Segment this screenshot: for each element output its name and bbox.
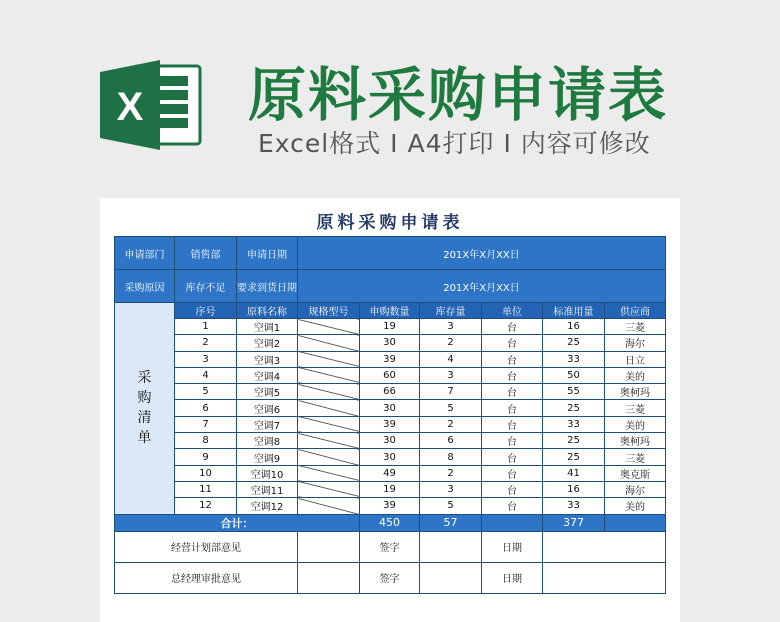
stock-qty: 7 — [420, 384, 482, 400]
item-row — [115, 335, 666, 351]
unit: 台 — [482, 449, 543, 465]
total-row — [115, 514, 666, 531]
request-qty: 60 — [360, 367, 420, 383]
sign-label: 签字 — [360, 531, 420, 562]
unit: 台 — [482, 465, 543, 481]
request-qty: 19 — [360, 319, 420, 335]
column-header: 标准用量 — [543, 303, 605, 319]
approval-row — [115, 562, 666, 593]
unit: 台 — [482, 335, 543, 351]
side-label — [115, 303, 175, 515]
sign-input[interactable] — [420, 562, 482, 593]
standard-usage: 16 — [543, 319, 605, 335]
item-name: 空调11 — [237, 481, 298, 497]
unit: 台 — [482, 351, 543, 367]
total-empty — [605, 514, 666, 531]
spec-cell — [298, 498, 360, 514]
item-name: 空调7 — [237, 416, 298, 432]
item-number: 1 — [175, 319, 237, 335]
item-number: 11 — [175, 481, 237, 497]
standard-usage: 25 — [543, 449, 605, 465]
info-row — [115, 237, 666, 270]
stock-qty: 2 — [420, 335, 482, 351]
item-row — [115, 449, 666, 465]
standard-usage: 50 — [543, 367, 605, 383]
spec-cell — [298, 335, 360, 351]
stock-qty: 3 — [420, 319, 482, 335]
sign-label: 签字 — [360, 562, 420, 593]
standard-usage: 16 — [543, 481, 605, 497]
request-qty: 19 — [360, 481, 420, 497]
info-value: 201X年X月XX日 — [298, 270, 666, 303]
request-qty: 30 — [360, 335, 420, 351]
spec-cell — [298, 433, 360, 449]
item-number: 4 — [175, 367, 237, 383]
item-row — [115, 384, 666, 400]
supplier: 三菱 — [605, 449, 666, 465]
unit: 台 — [482, 384, 543, 400]
item-number: 12 — [175, 498, 237, 514]
request-qty: 39 — [360, 416, 420, 432]
stock-qty: 4 — [420, 351, 482, 367]
column-header: 单位 — [482, 303, 543, 319]
stock-qty: 8 — [420, 449, 482, 465]
standard-usage: 55 — [543, 384, 605, 400]
item-name: 空调9 — [237, 449, 298, 465]
unit: 台 — [482, 400, 543, 416]
total-stock: 57 — [420, 514, 482, 531]
approval-row — [115, 531, 666, 562]
item-row — [115, 465, 666, 481]
item-number: 7 — [175, 416, 237, 432]
item-number: 3 — [175, 351, 237, 367]
standard-usage: 33 — [543, 351, 605, 367]
spec-cell — [298, 367, 360, 383]
approval-label: 总经理审批意见 — [115, 562, 298, 593]
item-name: 空调6 — [237, 400, 298, 416]
standard-usage: 25 — [543, 335, 605, 351]
page-subtitle: Excel格式 I A4打印 I 内容可修改 — [258, 129, 651, 158]
supplier: 美的 — [605, 498, 666, 514]
unit: 台 — [482, 416, 543, 432]
item-number: 10 — [175, 465, 237, 481]
unit: 台 — [482, 481, 543, 497]
item-name: 空调10 — [237, 465, 298, 481]
spreadsheet-preview — [100, 198, 680, 622]
item-row — [115, 433, 666, 449]
purchase-form-table — [114, 236, 666, 594]
stock-qty: 5 — [420, 400, 482, 416]
info-label: 要求到货日期 — [237, 270, 298, 303]
column-header: 原料名称 — [237, 303, 298, 319]
unit: 台 — [482, 433, 543, 449]
total-empty — [482, 514, 543, 531]
item-name: 空调1 — [237, 319, 298, 335]
spec-cell — [298, 400, 360, 416]
column-header: 供应商 — [605, 303, 666, 319]
total-label: 合计： — [115, 514, 360, 531]
approval-input[interactable] — [298, 562, 360, 593]
date-input[interactable] — [543, 562, 666, 593]
approval-label: 经营计划部意见 — [115, 531, 298, 562]
sign-input[interactable] — [420, 531, 482, 562]
total-qty: 450 — [360, 514, 420, 531]
standard-usage: 41 — [543, 465, 605, 481]
side-char: 清 — [137, 410, 152, 427]
info-row — [115, 270, 666, 303]
item-number: 5 — [175, 384, 237, 400]
item-row — [115, 481, 666, 497]
stock-qty: 2 — [420, 416, 482, 432]
item-row — [115, 367, 666, 383]
supplier: 三菱 — [605, 400, 666, 416]
page-title: 原料采购申请表 — [248, 61, 669, 129]
request-qty: 39 — [360, 498, 420, 514]
info-label: 申请部门 — [115, 237, 175, 270]
column-header: 规格型号 — [298, 303, 360, 319]
request-qty: 39 — [360, 351, 420, 367]
spec-cell — [298, 319, 360, 335]
item-name: 空调8 — [237, 433, 298, 449]
item-number: 2 — [175, 335, 237, 351]
spec-cell — [298, 481, 360, 497]
item-row — [115, 400, 666, 416]
date-label: 日期 — [482, 531, 543, 562]
column-header: 序号 — [175, 303, 237, 319]
item-number: 9 — [175, 449, 237, 465]
request-qty: 66 — [360, 384, 420, 400]
item-row — [115, 319, 666, 335]
item-number: 6 — [175, 400, 237, 416]
item-name: 空调2 — [237, 335, 298, 351]
column-header: 库存量 — [420, 303, 482, 319]
spec-cell — [298, 384, 360, 400]
supplier: 海尔 — [605, 335, 666, 351]
standard-usage: 25 — [543, 433, 605, 449]
item-row — [115, 498, 666, 514]
supplier: 海尔 — [605, 481, 666, 497]
info-value: 201X年X月XX日 — [298, 237, 666, 270]
item-row — [115, 351, 666, 367]
supplier: 奥柯玛 — [605, 433, 666, 449]
unit: 台 — [482, 319, 543, 335]
info-value: 销售部 — [175, 237, 237, 270]
stock-qty: 2 — [420, 465, 482, 481]
supplier: 三菱 — [605, 319, 666, 335]
stock-qty: 3 — [420, 367, 482, 383]
info-label: 申请日期 — [237, 237, 298, 270]
column-header: 申购数量 — [360, 303, 420, 319]
request-qty: 30 — [360, 400, 420, 416]
request-qty: 30 — [360, 433, 420, 449]
stock-qty: 5 — [420, 498, 482, 514]
date-label: 日期 — [482, 562, 543, 593]
column-header-row — [115, 303, 666, 319]
item-name: 空调5 — [237, 384, 298, 400]
standard-usage: 33 — [543, 416, 605, 432]
total-std: 377 — [543, 514, 605, 531]
unit: 台 — [482, 367, 543, 383]
approval-input[interactable] — [298, 531, 360, 562]
item-row — [115, 416, 666, 432]
item-number: 8 — [175, 433, 237, 449]
request-qty: 30 — [360, 449, 420, 465]
item-name: 空调4 — [237, 367, 298, 383]
supplier: 奥克斯 — [605, 465, 666, 481]
excel-logo-letter: X — [116, 85, 144, 129]
unit: 台 — [482, 498, 543, 514]
item-name: 空调12 — [237, 498, 298, 514]
stock-qty: 6 — [420, 433, 482, 449]
info-label: 采购原因 — [115, 270, 175, 303]
side-char: 购 — [137, 390, 152, 407]
info-value: 库存不足 — [175, 270, 237, 303]
item-name: 空调3 — [237, 351, 298, 367]
spec-cell — [298, 416, 360, 432]
spec-cell — [298, 449, 360, 465]
stock-qty: 3 — [420, 481, 482, 497]
supplier: 奥柯玛 — [605, 384, 666, 400]
standard-usage: 33 — [543, 498, 605, 514]
excel-logo-icon — [100, 60, 204, 150]
standard-usage: 25 — [543, 400, 605, 416]
supplier: 美的 — [605, 416, 666, 432]
side-char: 采 — [137, 370, 152, 387]
supplier: 美的 — [605, 367, 666, 383]
spec-cell — [298, 351, 360, 367]
spec-cell — [298, 465, 360, 481]
supplier: 日立 — [605, 351, 666, 367]
date-input[interactable] — [543, 531, 666, 562]
side-char: 单 — [137, 430, 152, 447]
sheet-title: 原料采购申请表 — [316, 213, 464, 233]
request-qty: 49 — [360, 465, 420, 481]
